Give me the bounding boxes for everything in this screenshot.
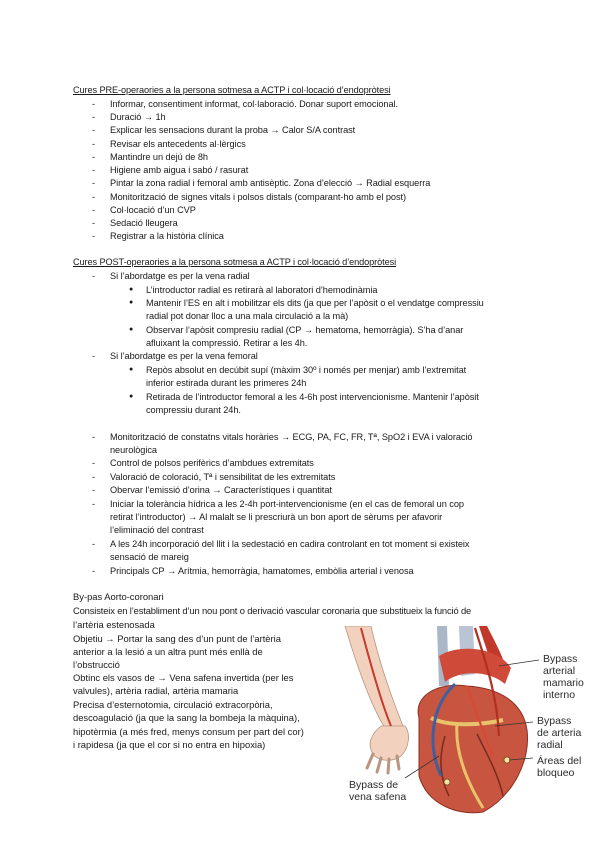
sub-item-continued: radial pot donar lloc a una mala circulació a la mà) [146, 311, 349, 321]
list-item: Monitorització de constatns vitals horàries → ECG, PA, FC, FR, Tª, SpO2 i EVA i valoració [110, 432, 473, 442]
list-item: Informar, consentiment informat, col·laboració. Donar suport emocional. [110, 99, 399, 109]
list-item: Valoració de coloració, Tª i sensibilitat de les extremitats [110, 472, 336, 482]
list-dash: - [92, 139, 96, 149]
sub-item-continued: inferior estirada durant les primeres 24h [146, 378, 307, 388]
list-item: Registrar a la història clínica [110, 231, 224, 241]
list-item: Higiene amb aigua i sabó / rasurat [110, 165, 249, 175]
list-item: Control de polsos perifèrics d’ambdues extremitats [110, 458, 314, 468]
label-mammary-line4: interno [543, 689, 576, 701]
list-dash: - [92, 178, 96, 188]
bypass-line: hipotèrmia (a més fred, menys consum per part del cor) [73, 726, 304, 737]
list-dash: - [92, 152, 96, 162]
label-mammary-line2: arterial [543, 665, 576, 677]
list-dash: - [92, 165, 96, 175]
pre-care-heading: Cures PRE-operaories a la persona sotmesa a ACTP i col·locació d’endopròtesi [73, 85, 391, 95]
list-dash: - [92, 499, 96, 509]
list-item: Mantindre un dejú de 8h [110, 152, 208, 162]
list-item: Monitorització de signes vitals i polsos distals (comparant-ho amb el post) [110, 192, 406, 202]
bypass-line: l’artèria estenosada [73, 619, 155, 630]
heart-bypass-illustration [327, 626, 597, 816]
list-item-continued: sensació de mareig [110, 552, 189, 562]
sub-item: Retirada de l’introductor femoral a les 4-6h post intervencionisme. Mantenir l’apòsit [146, 392, 479, 402]
list-item-continued: neurològica [110, 445, 157, 455]
list-dash: - [92, 125, 96, 135]
bullet-dot: ● [129, 393, 134, 400]
bypass-line: Precisa d’esternotomia, circulació extracorpòria, [73, 699, 273, 710]
post-care-heading: Cures POST-operaories a la persona sotmesa a ACTP i col·locació d’endopròtesi [73, 257, 397, 267]
bullet-dot: ● [129, 299, 134, 306]
radial-approach-item: Si l’abordatge es per la vena radial [110, 271, 250, 281]
list-item: Col·locació d’un CVP [110, 205, 196, 215]
bypass-title: By-pas Aorto-coronari [73, 591, 164, 602]
list-dash: - [92, 485, 96, 495]
list-dash: - [92, 458, 96, 468]
list-item-continued: retirat l’introductor) → Al malalt se li prescriurà un bon aport de sèrums per afavorir [110, 512, 443, 522]
label-blockage-line1: Áreas del [537, 755, 582, 767]
list-item: Explicar les sensacions durant la proba → Calor S/A contrast [110, 125, 356, 135]
list-dash: - [92, 205, 96, 215]
list-dash: - [92, 351, 96, 361]
bullet-dot: ● [129, 326, 134, 333]
list-dash: - [92, 231, 96, 241]
list-item: Obervar l’emissió d’orina → Característiques i quantitat [110, 485, 332, 495]
bypass-line: l’obstrucció [73, 659, 120, 670]
label-blockage-line2: bloqueo [537, 767, 575, 779]
bypass-line: Objetiu → Portar la sang des d’un punt de l’artèria [73, 633, 281, 644]
list-item: Sedació lleugera [110, 218, 178, 228]
list-dash: - [92, 566, 96, 576]
label-radial-line3: radial [537, 739, 563, 751]
femoral-approach-item: Si l’abordatge es per la vena femoral [110, 351, 258, 361]
list-dash: - [92, 192, 96, 202]
list-dash: - [92, 99, 96, 109]
label-radial-line1: Bypass [537, 715, 572, 727]
list-item: A les 24h incorporació del llit i la sedestació en cadira controlant en tot moment si existeix [110, 539, 470, 549]
bypass-line: i rapidesa (ja que el cor si no entra en hipoxia) [73, 739, 266, 750]
list-item: Revisar els antecedents al·lèrgics [110, 139, 246, 149]
bypass-line: Consisteix en l’establiment d’un nou pont o derivació vascular coronaria que substitueix la funció de [73, 605, 472, 616]
sub-item: L’introductor radial es retirarà al laboratori d’hemodinàmia [146, 285, 378, 295]
sub-item-continued: afluixant la compressió. Retirar a les 4h. [146, 338, 308, 348]
label-radial-line2: de arteria [537, 727, 582, 739]
bypass-line: descoagulació (ja que la sang la bombeja la màquina), [73, 712, 300, 723]
list-dash: - [92, 539, 96, 549]
list-dash: - [92, 432, 96, 442]
bullet-dot: ● [129, 286, 134, 293]
list-dash: - [92, 271, 96, 281]
label-saphenous-line1: Bypass de [349, 779, 399, 791]
label-saphenous-line2: vena safena [349, 791, 407, 803]
list-item: Duració → 1h [110, 112, 166, 122]
sub-item-continued: compressiu durant 24h. [146, 405, 241, 415]
label-mammary-line3: mamario [543, 677, 584, 689]
list-item: Iniciar la tolerància hídrica a les 2-4h port-intervencionisme (en el cas de femoral un cop [110, 499, 464, 509]
bypass-line: Obtinc els vasos de → Vena safena invertida (per les [73, 672, 294, 683]
list-dash: - [92, 472, 96, 482]
list-item: Principals CP → Arítmia, hemorràgia, hamatomes, embòlia arterial i venosa [110, 566, 414, 576]
label-mammary-line1: Bypass [543, 653, 578, 665]
bypass-line: anterior a la lesió a un altra punt més enllà de [73, 646, 263, 657]
list-item-continued: l’eliminació del contrast [110, 525, 204, 535]
bypass-line: valvules), artèria radial, artèria mamaria [73, 685, 239, 696]
list-item: Pintar la zona radial i femoral amb antisèptic. Zona d’elecció → Radial esquerra [110, 178, 431, 188]
list-dash: - [92, 218, 96, 228]
bullet-dot: ● [129, 366, 134, 373]
sub-item: Mantenir l’ES en alt i mobilitzar els dits (ja que per l’apòsit o el vendatge compressiu [146, 298, 484, 308]
list-dash: - [92, 112, 96, 122]
sub-item: Observar l’apòsit compresiu radial (CP → hematoma, hemorràgia). S’ha d’anar [146, 325, 464, 335]
sub-item: Repòs absolut en decúbit supí (màxim 30º i només per menjar) amb l’extremitat [146, 365, 467, 375]
